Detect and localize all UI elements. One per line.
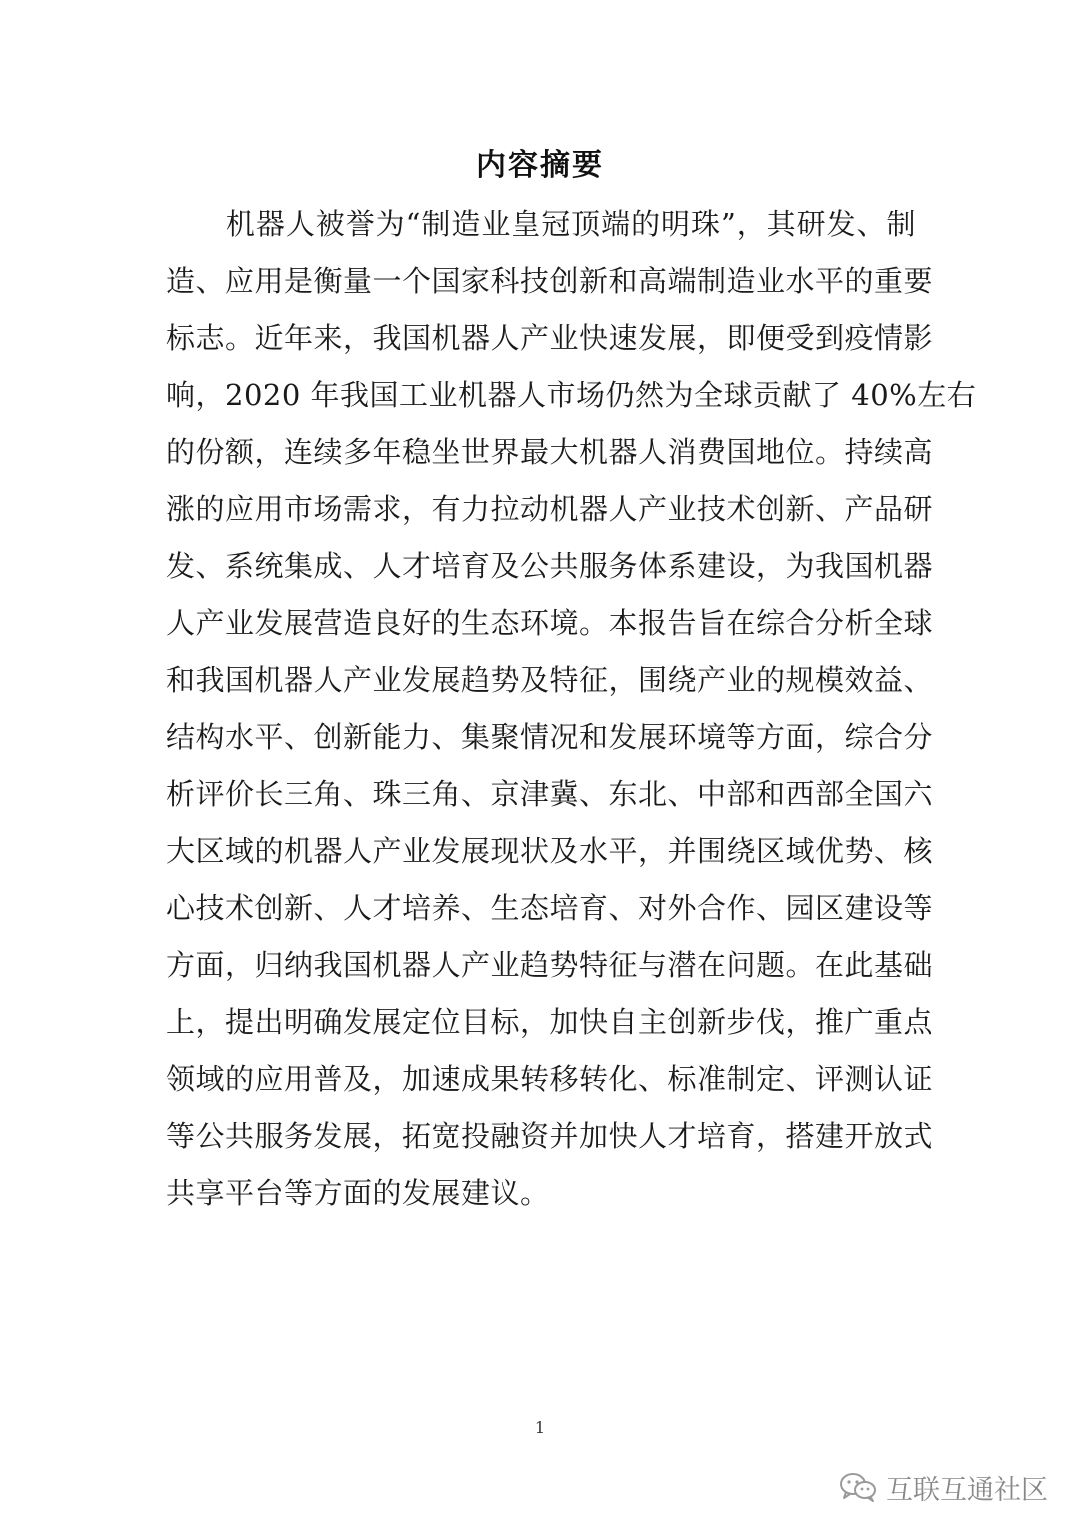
text-line: 等公共服务发展，拓宽投融资并加快人才培育，搭建开放式	[166, 1119, 934, 1153]
text-line: 发、系统集成、人才培育及公共服务体系建设，为我国机器	[166, 549, 934, 583]
text-line: 领域的应用普及，加速成果转移转化、标准制定、评测认证	[166, 1062, 934, 1096]
text-line: 和我国机器人产业发展趋势及特征，围绕产业的规模效益、	[166, 663, 934, 697]
text-line: 机器人被誉为“制造业皇冠顶端的明珠”，其研发、制	[166, 207, 916, 241]
text-line: 的份额，连续多年稳坐世界最大机器人消费国地位。持续高	[166, 435, 934, 469]
text-line: 标志。近年来，我国机器人产业快速发展，即便受到疫情影	[166, 321, 934, 355]
text-line: 造、应用是衡量一个国家科技创新和高端制造业水平的重要	[166, 264, 934, 298]
text-line: 结构水平、创新能力、集聚情况和发展环境等方面，综合分	[166, 720, 934, 754]
text-line: 涨的应用市场需求，有力拉动机器人产业技术创新、产品研	[166, 492, 934, 526]
abstract-body	[166, 196, 977, 1222]
text-line: 大区域的机器人产业发展现状及水平，并围绕区域优势、核	[166, 834, 934, 868]
text-line: 方面，归纳我国机器人产业趋势特征与潜在问题。在此基础	[166, 948, 934, 982]
wechat-icon	[838, 1471, 878, 1503]
text-line: 上，提出明确发展定位目标，加快自主创新步伐，推广重点	[166, 1005, 934, 1039]
text-line: 共享平台等方面的发展建议。	[166, 1176, 550, 1210]
text-line: 人产业发展营造良好的生态环境。本报告旨在综合分析全球	[166, 606, 934, 640]
text-line: 响，2020 年我国工业机器人市场仍然为全球贡献了 40%左右	[166, 378, 977, 412]
watermark-text: 互联互通社区	[886, 1474, 1048, 1506]
document-title: 内容摘要	[476, 148, 604, 183]
page-number: 1	[534, 1418, 546, 1437]
watermark	[838, 1467, 1048, 1507]
text-line: 心技术创新、人才培养、生态培育、对外合作、园区建设等	[166, 891, 934, 925]
text-line: 析评价长三角、珠三角、京津冀、东北、中部和西部全国六	[166, 777, 934, 811]
